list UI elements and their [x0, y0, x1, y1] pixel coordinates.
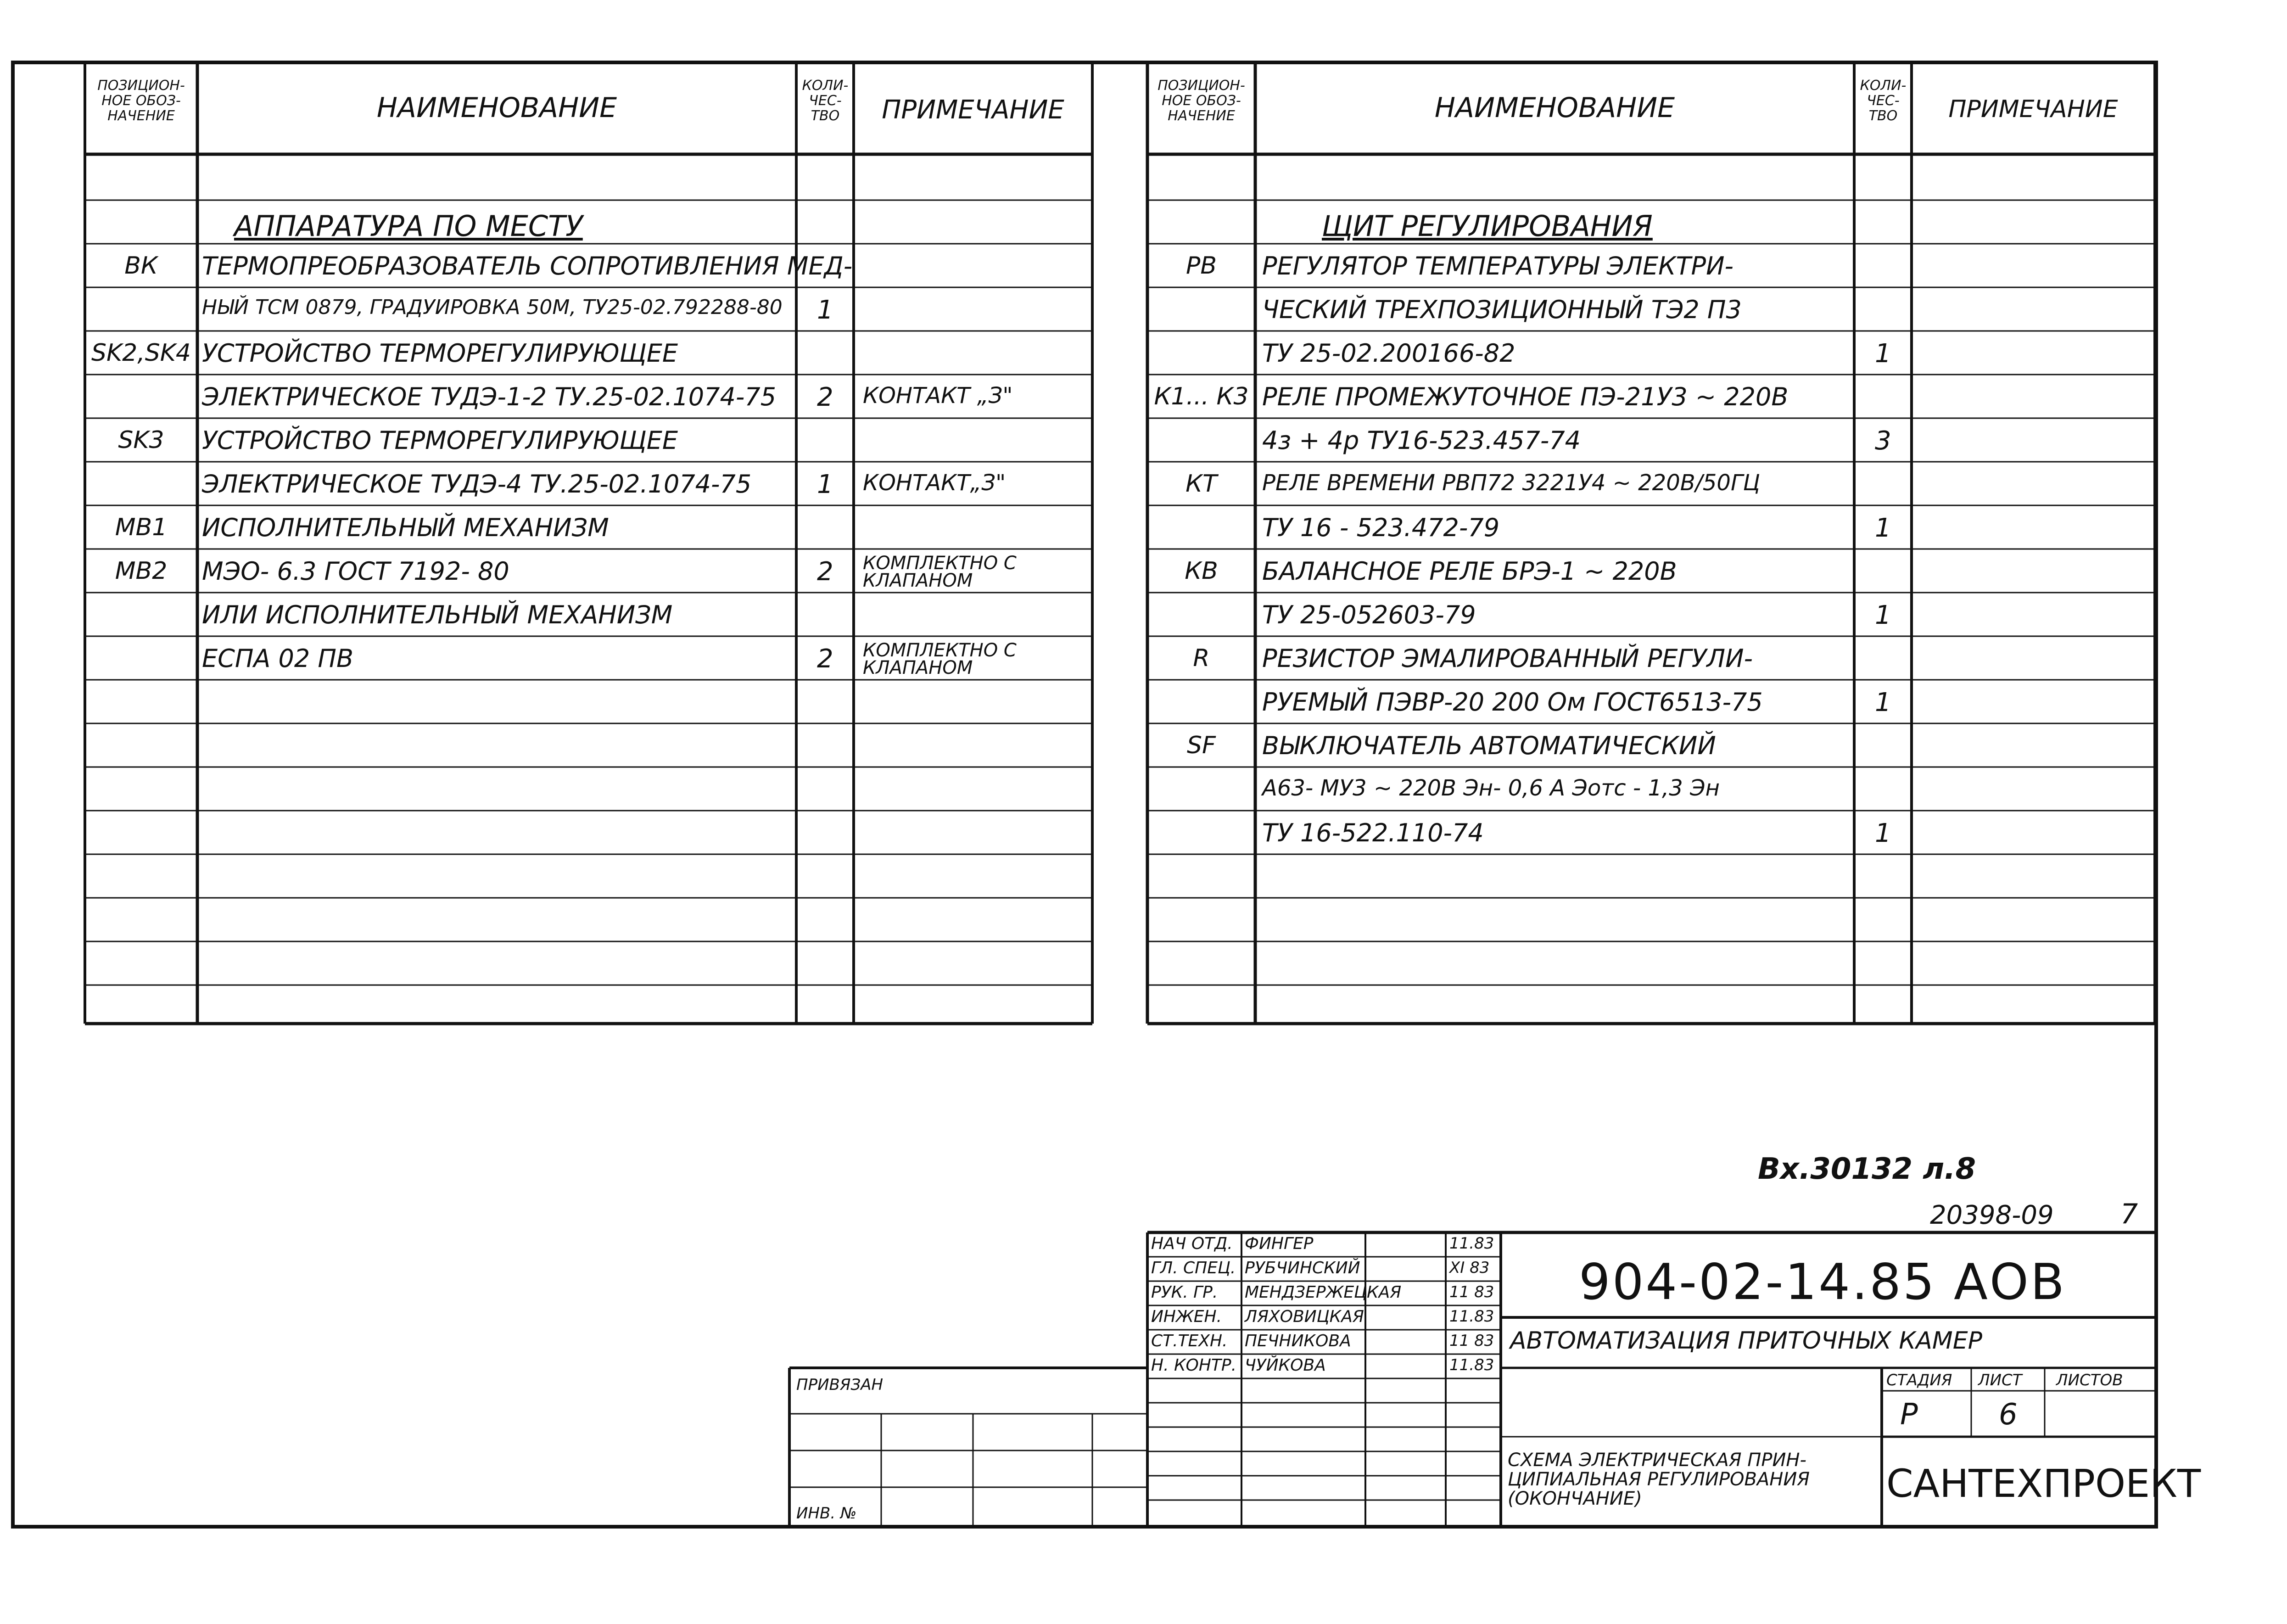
archive-number: 20398-09 [1930, 1200, 2054, 1230]
signature-role: ИНЖЕН. [1151, 1307, 1222, 1326]
row-position: РВ [1185, 252, 1217, 280]
signature-role: Н. КОНТР. [1151, 1356, 1237, 1375]
signature-date: 11.83 [1449, 1307, 1494, 1326]
signature-role: НАЧ ОТД. [1151, 1234, 1233, 1253]
row-position: МВ1 [115, 514, 168, 541]
right-header-name: НАИМЕНОВАНИЕ [1434, 92, 1675, 124]
organization-name: САНТЕХПРОЕКТ [1886, 1461, 2201, 1506]
signature-role: СТ.ТЕХН. [1151, 1332, 1228, 1350]
row-position: SF [1187, 732, 1216, 759]
row-name: ТУ 16 - 523.472-79 [1262, 513, 1500, 542]
sheet-label: ЛИСТ [1978, 1371, 2022, 1389]
row-name: НЫЙ ТСМ 0879, ГРАДУИРОВКА 50М, ТУ25-02.792288-80 [202, 296, 783, 319]
row-qty: 2 [817, 557, 833, 587]
row-name: РЕЗИСТОР ЭМАЛИРОВАННЫЙ РЕГУЛИ- [1262, 644, 1753, 673]
row-qty: 1 [1875, 600, 1891, 630]
right-section-title: ЩИТ РЕГУЛИРОВАНИЯ [1322, 209, 1653, 243]
signature-date: XI 83 [1449, 1259, 1490, 1277]
row-qty: 1 [817, 470, 833, 499]
right-header-position: ПОЗИЦИОН-НОЕ ОБОЗ-НАЧЕНИЕ [1157, 78, 1245, 124]
row-note: КОНТАКТ „З" [863, 383, 1013, 409]
stage-label: СТАДИЯ [1886, 1371, 1952, 1389]
left-header-name: НАИМЕНОВАНИЕ [376, 92, 617, 124]
row-position: МВ2 [115, 557, 168, 585]
signature-name: ЛЯХОВИЦКАЯ [1245, 1307, 1364, 1326]
row-note: КОМПЛЕКТНО С КЛАПАНОМ [863, 640, 1017, 678]
signature-name: МЕНДЗЕРЖЕЦКАЯ [1245, 1283, 1402, 1302]
row-qty: 2 [817, 382, 833, 412]
row-note: КОМПЛЕКТНО С КЛАПАНОМ [863, 553, 1017, 591]
row-name: РУЕМЫЙ ПЭВР-20 200 Ом ГОСТ6513-75 [1262, 688, 1763, 717]
document-code: 904-02-14.85 АОВ [1579, 1254, 2066, 1311]
row-name: ТУ 25-052603-79 [1262, 600, 1476, 629]
drawing-title: СХЕМА ЭЛЕКТРИЧЕСКАЯ ПРИН-ЦИПИАЛЬНАЯ РЕГУЛИРОВАНИЯ (ОКОНЧАНИЕ) [1508, 1450, 1810, 1509]
signature-name: ЧУЙКОВА [1245, 1356, 1326, 1375]
row-note: КОНТАКТ„З" [863, 470, 1006, 496]
sheets-label: ЛИСТОВ [2056, 1371, 2123, 1389]
row-name: ИСПОЛНИТЕЛЬНЫЙ МЕХАНИЗМ [202, 513, 609, 542]
row-qty: 1 [1875, 688, 1891, 717]
row-name: ТУ 16-522.110-74 [1262, 818, 1484, 847]
left-header-note: ПРИМЕЧАНИЕ [882, 95, 1064, 125]
row-position: SK2,SK4 [91, 339, 191, 367]
privyazan-label: ПРИВЯЗАН [796, 1376, 883, 1394]
left-header-position: ПОЗИЦИОН-НОЕ ОБОЗ-НАЧЕНИЕ [97, 78, 185, 124]
row-qty: 1 [817, 295, 833, 325]
inventory-number-label: ИНВ. № [796, 1504, 857, 1523]
row-name: УСТРОЙСТВО ТЕРМОРЕГУЛИРУЮЩЕЕ [202, 426, 678, 455]
signature-name: ФИНГЕР [1245, 1234, 1314, 1253]
row-name: ЧЕСКИЙ ТРЕХПОЗИЦИОННЫЙ ТЭ2 П3 [1262, 295, 1742, 324]
signature-date: 11 83 [1449, 1332, 1494, 1350]
row-qty: 1 [1875, 513, 1891, 543]
left-header-qty: КОЛИ-ЧЕС-ТВО [802, 78, 849, 124]
row-qty: 1 [1875, 339, 1891, 369]
row-name: ЕСПА 02 ПВ [202, 644, 354, 673]
row-name: БАЛАНСНОЕ РЕЛЕ БРЭ-1 ~ 220В [1262, 557, 1677, 586]
project-title: АВТОМАТИЗАЦИЯ ПРИТОЧНЫХ КАМЕР [1510, 1327, 1982, 1355]
row-name: ИЛИ ИСПОЛНИТЕЛЬНЫЙ МЕХАНИЗМ [202, 600, 673, 629]
signature-name: ПЕЧНИКОВА [1245, 1332, 1351, 1350]
row-position: SK3 [118, 426, 164, 454]
row-position: КТ [1185, 470, 1217, 498]
row-name: ТЕРМОПРЕОБРАЗОВАТЕЛЬ СОПРОТИВЛЕНИЯ МЕД- [202, 252, 853, 280]
signature-date: 11.83 [1449, 1356, 1494, 1374]
signature-date: 11 83 [1449, 1283, 1494, 1301]
left-section-title: АППАРАТУРА ПО МЕСТУ [234, 209, 583, 243]
row-name: ВЫКЛЮЧАТЕЛЬ АВТОМАТИЧЕСКИЙ [1262, 731, 1716, 760]
row-qty: 3 [1875, 426, 1891, 456]
stage-value: Р [1900, 1398, 1918, 1432]
row-name: ТУ 25-02.200166-82 [1262, 339, 1515, 368]
right-header-note: ПРИМЕЧАНИЕ [1948, 95, 2118, 123]
sheet-value: 6 [1999, 1398, 2018, 1432]
row-name: 4з + 4р ТУ16-523.457-74 [1262, 426, 1581, 455]
row-name: РЕГУЛЯТОР ТЕМПЕРАТУРЫ ЭЛЕКТРИ- [1262, 252, 1733, 280]
signature-name: РУБЧИНСКИЙ [1245, 1259, 1360, 1277]
row-name: А63- МУ3 ~ 220В Эн- 0,6 А Эотс - 1,3 Эн [1262, 775, 1720, 801]
row-name: УСТРОЙСТВО ТЕРМОРЕГУЛИРУЮЩЕЕ [202, 339, 678, 368]
signature-role: РУК. ГР. [1151, 1283, 1218, 1302]
row-name: РЕЛЕ ВРЕМЕНИ РВП72 3221У4 ~ 220В/50ГЦ [1262, 470, 1760, 496]
row-position: R [1193, 644, 1210, 672]
row-qty: 1 [1875, 818, 1891, 848]
row-name: ЭЛЕКТРИЧЕСКОЕ ТУДЭ-4 ТУ.25-02.1074-75 [202, 470, 752, 498]
row-position: К1... К3 [1154, 383, 1249, 410]
right-header-qty: КОЛИ-ЧЕС-ТВО [1860, 78, 1907, 124]
inventory-reference: Вх.30132 л.8 [1758, 1152, 1976, 1186]
row-qty: 2 [817, 644, 833, 674]
sheet-marker: 7 [2120, 1198, 2138, 1230]
row-position: ВК [124, 252, 158, 280]
row-position: КВ [1185, 557, 1218, 585]
row-name: ЭЛЕКТРИЧЕСКОЕ ТУДЭ-1-2 ТУ.25-02.1074-75 [202, 382, 777, 411]
signature-date: 11.83 [1449, 1234, 1494, 1253]
row-name: РЕЛЕ ПРОМЕЖУТОЧНОЕ ПЭ-21У3 ~ 220В [1262, 382, 1789, 411]
signature-role: ГЛ. СПЕЦ. [1151, 1259, 1236, 1277]
row-name: МЭО- 6.3 ГОСТ 7192- 80 [202, 557, 509, 586]
